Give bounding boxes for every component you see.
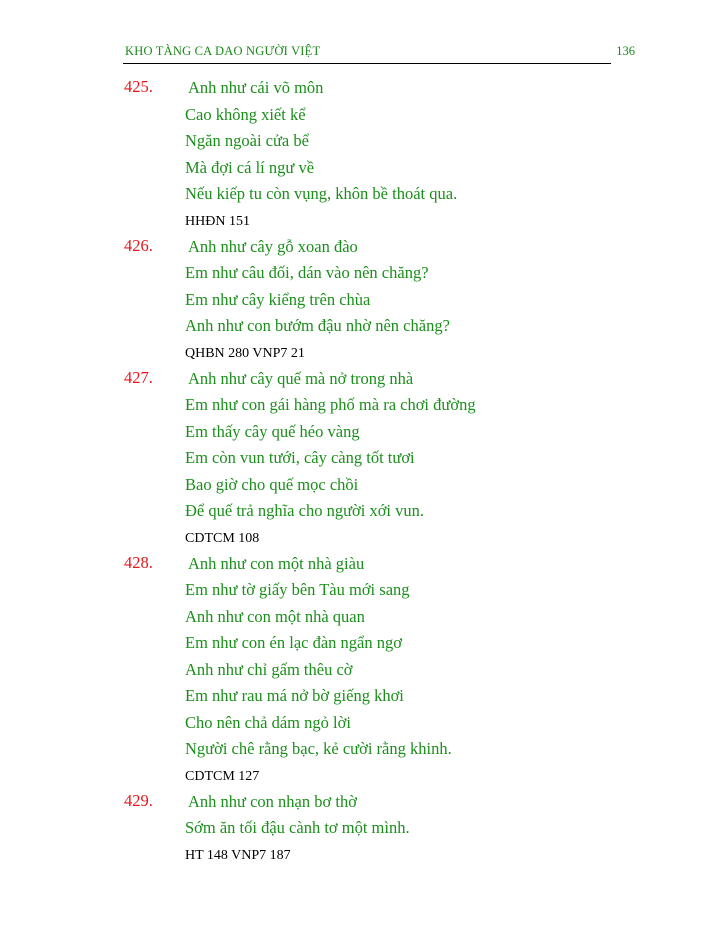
poem-line: Em như con én lạc đàn ngẩn ngơ	[185, 633, 402, 652]
poem-line: Em như rau má nở bờ giếng khơi	[185, 686, 404, 705]
poem-line: Cao không xiết kể	[185, 104, 306, 124]
poem-line: Anh như cây gỗ xoan đào	[188, 236, 358, 256]
poem-line: Em còn vun tưới, cây càng tốt tươi	[185, 448, 415, 467]
poem-line: Mà đợi cá lí ngư về	[185, 157, 315, 177]
poem-number: 428.	[124, 552, 153, 572]
poem-line: Anh như cây quế mà nở trong nhà	[188, 368, 414, 388]
poem-block	[124, 368, 644, 553]
poem-number: 429.	[124, 790, 153, 810]
poem-number: 426.	[124, 235, 153, 255]
poem-line: Anh như cái võ môn	[188, 78, 324, 97]
poem-number: 425.	[124, 77, 153, 96]
poem-source: QHBN 280 VNP7 21	[185, 345, 305, 361]
poem-line: Cho nên chả dám ngỏ lời	[185, 712, 351, 732]
poem-line: Em như cây kiểng trên chùa	[185, 289, 371, 309]
poem-line: Để quế trả nghĩa cho người xới vun.	[185, 501, 425, 520]
page-number: 136	[616, 44, 635, 58]
poem-source: HT 148 VNP7 187	[185, 847, 291, 863]
book-title: KHO TÀNG CA DAO NGƯỜI VIỆT	[125, 44, 321, 58]
poem-line: Anh như con nhạn bơ thờ	[188, 791, 357, 811]
poem-line: Anh như con một nhà giàu	[188, 553, 365, 573]
poem-line: Anh như con một nhà quan	[185, 606, 365, 626]
poem-line: Em như tờ giấy bên Tàu mới sang	[185, 580, 410, 599]
poem-line: Bao giờ cho quế mọc chồi	[185, 474, 359, 494]
poem-line: Anh như con bướm đậu nhờ nên chăng?	[185, 316, 450, 335]
poem-block	[124, 791, 644, 870]
poem-line: Nếu kiếp tu còn vụng, khôn bề thoát qua.	[185, 184, 458, 203]
poem-source: CDTCM 108	[185, 530, 260, 546]
poem-line: Em như câu đối, dán vào nên chăng?	[185, 263, 429, 282]
header-divider	[123, 63, 611, 64]
poem-block	[124, 553, 644, 791]
poem-line: Người chê rằng bạc, kẻ cười rằng khinh.	[185, 739, 452, 758]
poem-list	[124, 77, 644, 870]
poem-block	[124, 236, 644, 368]
page-header	[123, 44, 635, 64]
poem-line: Ngăn ngoài cửa bể	[185, 131, 309, 150]
poem-number: 427.	[124, 367, 153, 387]
poem-line: Em thấy cây quế héo vàng	[185, 421, 360, 441]
poem-line: Em như con gái hàng phố mà ra chơi đường	[185, 395, 476, 414]
poem-source: CDTCM 127	[185, 768, 260, 784]
poem-line: Anh như chỉ gấm thêu cờ	[185, 659, 353, 679]
poem-block	[124, 77, 644, 236]
poem-source: HHĐN 151	[185, 213, 250, 229]
poem-line: Sớm ăn tối đậu cành tơ một mình.	[185, 818, 410, 837]
